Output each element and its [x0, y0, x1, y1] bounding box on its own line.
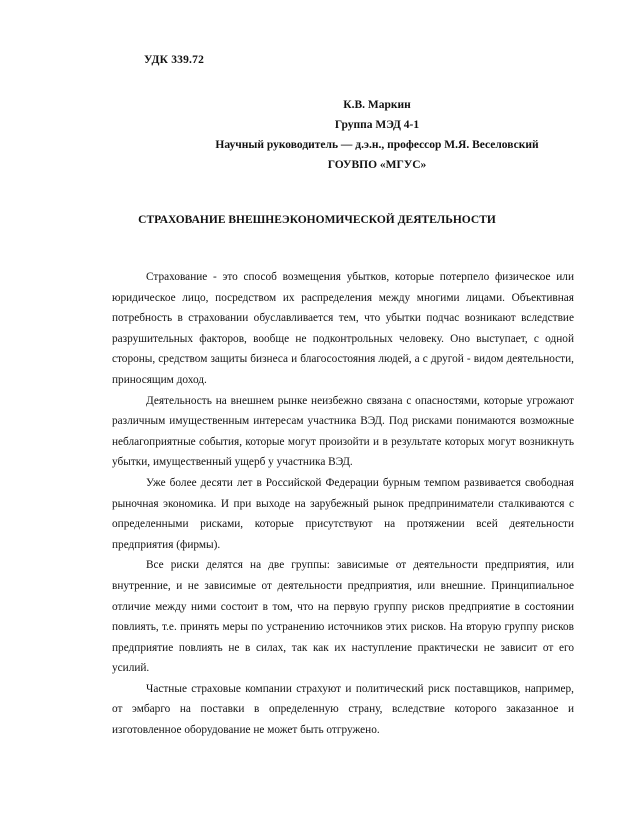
- udk-code: УДК 339.72: [144, 54, 205, 66]
- paragraph-4: Все риски делятся на две группы: зависимые от деятельности предприятия, или внутренние, и не зависимые от деятельности предприятия, или внешние. Принципиальное отличие между ними состоит в том, что на первую группу рисков предприятие в состоянии повлиять, т.е. принять меры по устранению источников этих рисков. На вторую группу рисков предприятие повлиять не в силах, так как их наступление практически не зависит от его усилий.: [112, 559, 574, 675]
- author-block: [150, 95, 604, 175]
- paragraph-2: Деятельность на внешнем рынке неизбежно связана с опасностями, которые угрожают различным имущественным интересам участника ВЭД. Под рисками понимаются возможные неблагоприятные события, которые могут произойти и в результате которых могут возникнуть убытки, имущественный ущерб у участника ВЭД.: [112, 394, 574, 469]
- paragraph-3: Уже более десяти лет в Российской Федерации бурным темпом развивается свободная рыночная экономика. И при выходе на зарубежный рынок предприниматели сталкиваются с определенными рисками, которые присутствуют на протяжении всей деятельности предприятия (фирмы).: [112, 476, 574, 551]
- article-body: [112, 267, 574, 741]
- paragraph-1: Страхование - это способ возмещения убытков, которые потерпело физическое или юридическое лицо, посредством их распределения между многими лицами. Объективная потребность в страховании обуславливается тем, что убытки подчас возникают вследствие разрушительных факторов, вообще не подконтрольных человеку. Оно выступает, с одной стороны, средством защиты бизнеса и благосостояния людей, а с другой - видом деятельности, приносящим доход.: [112, 271, 574, 386]
- article-title: СТРАХОВАНИЕ ВНЕШНЕЭКОНОМИЧЕСКОЙ ДЕЯТЕЛЬНОСТИ: [138, 214, 496, 226]
- author-group: Группа МЭД 4-1: [334, 119, 420, 131]
- paragraph-5: Частные страховые компании страхуют и политический риск поставщиков, например, от эмбарго на поставки в определенную страну, вследствие которого заказанное и изготовленное оборудование не может быть отгружено.: [112, 682, 574, 737]
- scientific-supervisor: Научный руководитель — д.э.н., профессор М.Я. Веселовский: [215, 139, 539, 151]
- institution: ГОУВПО «МГУС»: [327, 159, 427, 171]
- author-name: К.В. Маркин: [343, 99, 411, 111]
